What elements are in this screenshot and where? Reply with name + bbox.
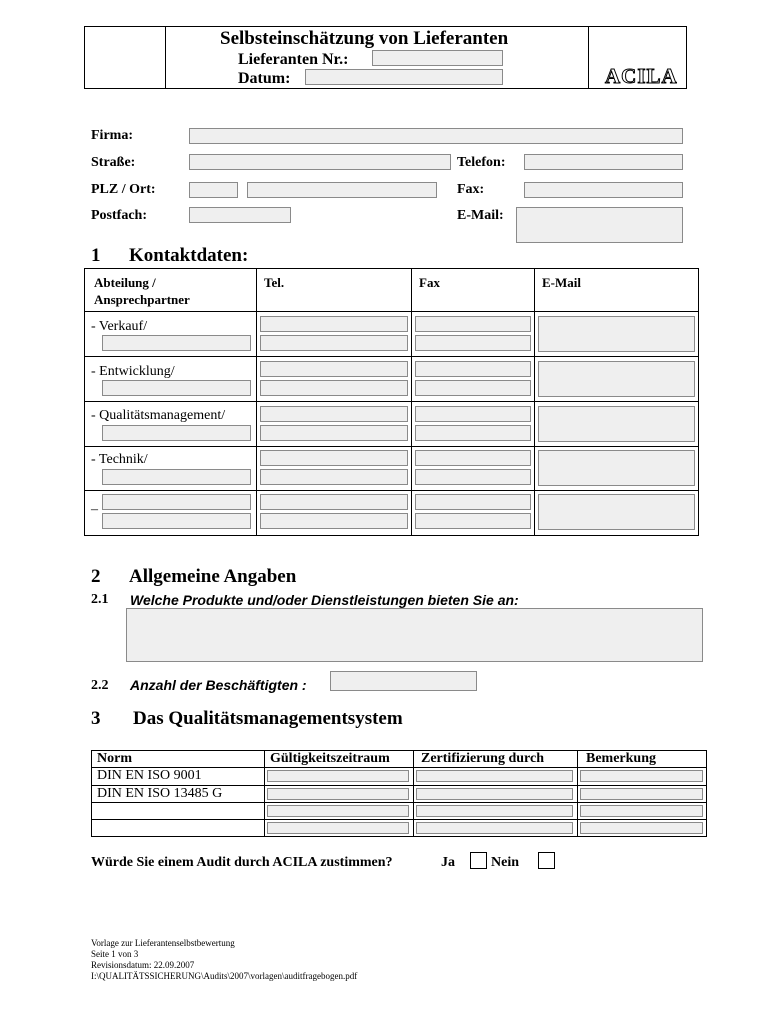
technik-fax-field-1[interactable]	[415, 450, 531, 466]
section2-number: 2	[91, 566, 101, 587]
iso9001-validity-field[interactable]	[267, 770, 409, 782]
email-field[interactable]	[516, 207, 683, 243]
technik-email-field[interactable]	[538, 450, 695, 486]
audit-no-label: Nein	[491, 855, 519, 870]
other-fax-field-2[interactable]	[415, 513, 531, 529]
other-tel-field-1[interactable]	[260, 494, 408, 510]
qm-fax-field-2[interactable]	[415, 425, 531, 441]
contact-col-line-3	[534, 268, 535, 536]
qm-tel-field-2[interactable]	[260, 425, 408, 441]
other-dept-field[interactable]	[102, 494, 251, 510]
page-title: Selbsteinschätzung von Lieferanten	[220, 28, 509, 49]
other-tel-field-2[interactable]	[260, 513, 408, 529]
qm-col-line-1	[264, 750, 265, 837]
row3-remark-field[interactable]	[580, 805, 703, 817]
products-services-field[interactable]	[126, 608, 703, 662]
technik-tel-field-1[interactable]	[260, 450, 408, 466]
ort-field[interactable]	[247, 182, 437, 198]
row-label-entwicklung: - Entwicklung/	[91, 364, 175, 379]
header-divider-right	[588, 26, 589, 89]
supplier-no-label: Lieferanten Nr.:	[238, 51, 349, 68]
strasse-label: Straße:	[91, 155, 136, 170]
footer-template-name: Vorlage zur Lieferantenselbstbewertung	[91, 938, 235, 948]
footer-revision-date: Revisionsdatum: 22.09.2007	[91, 960, 195, 970]
contact-table-header-line	[84, 311, 699, 312]
email-label: E-Mail:	[457, 208, 504, 223]
contact-row-line-1	[84, 356, 699, 357]
contact-row-line-4	[84, 490, 699, 491]
section3-title: Das Qualitätsmanagementsystem	[133, 708, 403, 729]
iso9001-remark-field[interactable]	[580, 770, 703, 782]
audit-no-checkbox[interactable]	[538, 852, 555, 869]
firma-label: Firma:	[91, 128, 133, 143]
row-label-verkauf: - Verkauf/	[91, 319, 148, 334]
plz-ort-label: PLZ / Ort:	[91, 182, 156, 197]
qm-norm-iso13485: DIN EN ISO 13485 G	[97, 786, 223, 801]
section1-number: 1	[91, 245, 101, 266]
telefon-field[interactable]	[524, 154, 683, 170]
qm-col-line-2	[413, 750, 414, 837]
qm-header-certified-by: Zertifizierung durch	[421, 751, 545, 766]
other-email-field[interactable]	[538, 494, 695, 530]
row4-certifier-field[interactable]	[416, 822, 573, 834]
qm-table-row-line-2	[91, 802, 707, 803]
footer-page-number: Seite 1 von 3	[91, 949, 139, 959]
row4-validity-field[interactable]	[267, 822, 409, 834]
postfach-label: Postfach:	[91, 208, 147, 223]
section3-number: 3	[91, 708, 101, 729]
technik-fax-field-2[interactable]	[415, 469, 531, 485]
qm-email-field[interactable]	[538, 406, 695, 442]
qm-col-line-3	[577, 750, 578, 837]
iso9001-certifier-field[interactable]	[416, 770, 573, 782]
entwicklung-email-field[interactable]	[538, 361, 695, 397]
row3-validity-field[interactable]	[267, 805, 409, 817]
row-label-other: –	[91, 502, 98, 517]
q21-number: 2.1	[91, 592, 109, 607]
firma-field[interactable]	[189, 128, 683, 144]
fax-field[interactable]	[524, 182, 683, 198]
employees-field[interactable]	[330, 671, 477, 691]
verkauf-fax-field-1[interactable]	[415, 316, 531, 332]
verkauf-fax-field-2[interactable]	[415, 335, 531, 351]
contact-col-line-2	[411, 268, 412, 536]
qm-header-validity: Gültigkeitszeitraum	[270, 751, 390, 766]
section1-title: Kontaktdaten:	[129, 245, 249, 266]
verkauf-name-field[interactable]	[102, 335, 251, 351]
qm-tel-field-1[interactable]	[260, 406, 408, 422]
telefon-label: Telefon:	[457, 155, 506, 170]
verkauf-tel-field-1[interactable]	[260, 316, 408, 332]
header-divider-left	[165, 26, 166, 89]
iso13485-remark-field[interactable]	[580, 788, 703, 800]
other-name-field[interactable]	[102, 513, 251, 529]
col-header-ansprechpartner: Ansprechpartner	[94, 292, 190, 307]
verkauf-tel-field-2[interactable]	[260, 335, 408, 351]
plz-field[interactable]	[189, 182, 238, 198]
qm-name-field[interactable]	[102, 425, 251, 441]
row4-remark-field[interactable]	[580, 822, 703, 834]
q21-text: Welche Produkte und/oder Dienstleistungen bieten Sie an:	[130, 592, 519, 608]
col-header-email: E-Mail	[542, 275, 581, 290]
other-fax-field-1[interactable]	[415, 494, 531, 510]
date-label: Datum:	[238, 70, 291, 87]
row-label-technik: - Technik/	[91, 452, 148, 467]
verkauf-email-field[interactable]	[538, 316, 695, 352]
row3-certifier-field[interactable]	[416, 805, 573, 817]
qm-fax-field-1[interactable]	[415, 406, 531, 422]
entwicklung-tel-field-2[interactable]	[260, 380, 408, 396]
entwicklung-tel-field-1[interactable]	[260, 361, 408, 377]
technik-name-field[interactable]	[102, 469, 251, 485]
col-header-fax: Fax	[419, 275, 440, 290]
q22-number: 2.2	[91, 678, 109, 693]
entwicklung-fax-field-2[interactable]	[415, 380, 531, 396]
contact-col-line-1	[256, 268, 257, 536]
section2-title: Allgemeine Angaben	[129, 566, 297, 587]
qm-header-remark: Bemerkung	[586, 751, 656, 766]
entwicklung-fax-field-1[interactable]	[415, 361, 531, 377]
iso13485-certifier-field[interactable]	[416, 788, 573, 800]
qm-norm-iso9001: DIN EN ISO 9001	[97, 768, 202, 783]
iso13485-validity-field[interactable]	[267, 788, 409, 800]
col-header-abteilung: Abteilung /	[94, 275, 156, 290]
fax-label: Fax:	[457, 182, 485, 197]
contact-row-line-2	[84, 401, 699, 402]
technik-tel-field-2[interactable]	[260, 469, 408, 485]
audit-yes-label: Ja	[441, 855, 455, 870]
audit-yes-checkbox[interactable]	[470, 852, 487, 869]
contact-row-line-3	[84, 446, 699, 447]
qm-header-norm: Norm	[97, 751, 132, 766]
qm-table-row-line-3	[91, 819, 707, 820]
supplier-no-field[interactable]	[372, 50, 503, 66]
audit-question: Würde Sie einem Audit durch ACILA zustimmen?	[91, 855, 393, 870]
strasse-field[interactable]	[189, 154, 451, 170]
postfach-field[interactable]	[189, 207, 291, 223]
acila-logo: ACILA	[605, 64, 678, 88]
footer-file-path: I:\QUALITÄTSSICHERUNG\Audits\2007\vorlagen\auditfragebogen.pdf	[91, 971, 358, 981]
entwicklung-name-field[interactable]	[102, 380, 251, 396]
col-header-tel: Tel.	[264, 275, 285, 290]
row-label-qm: - Qualitätsmanagement/	[91, 408, 226, 423]
q22-text: Anzahl der Beschäftigten :	[130, 677, 307, 693]
date-field[interactable]	[305, 69, 503, 85]
